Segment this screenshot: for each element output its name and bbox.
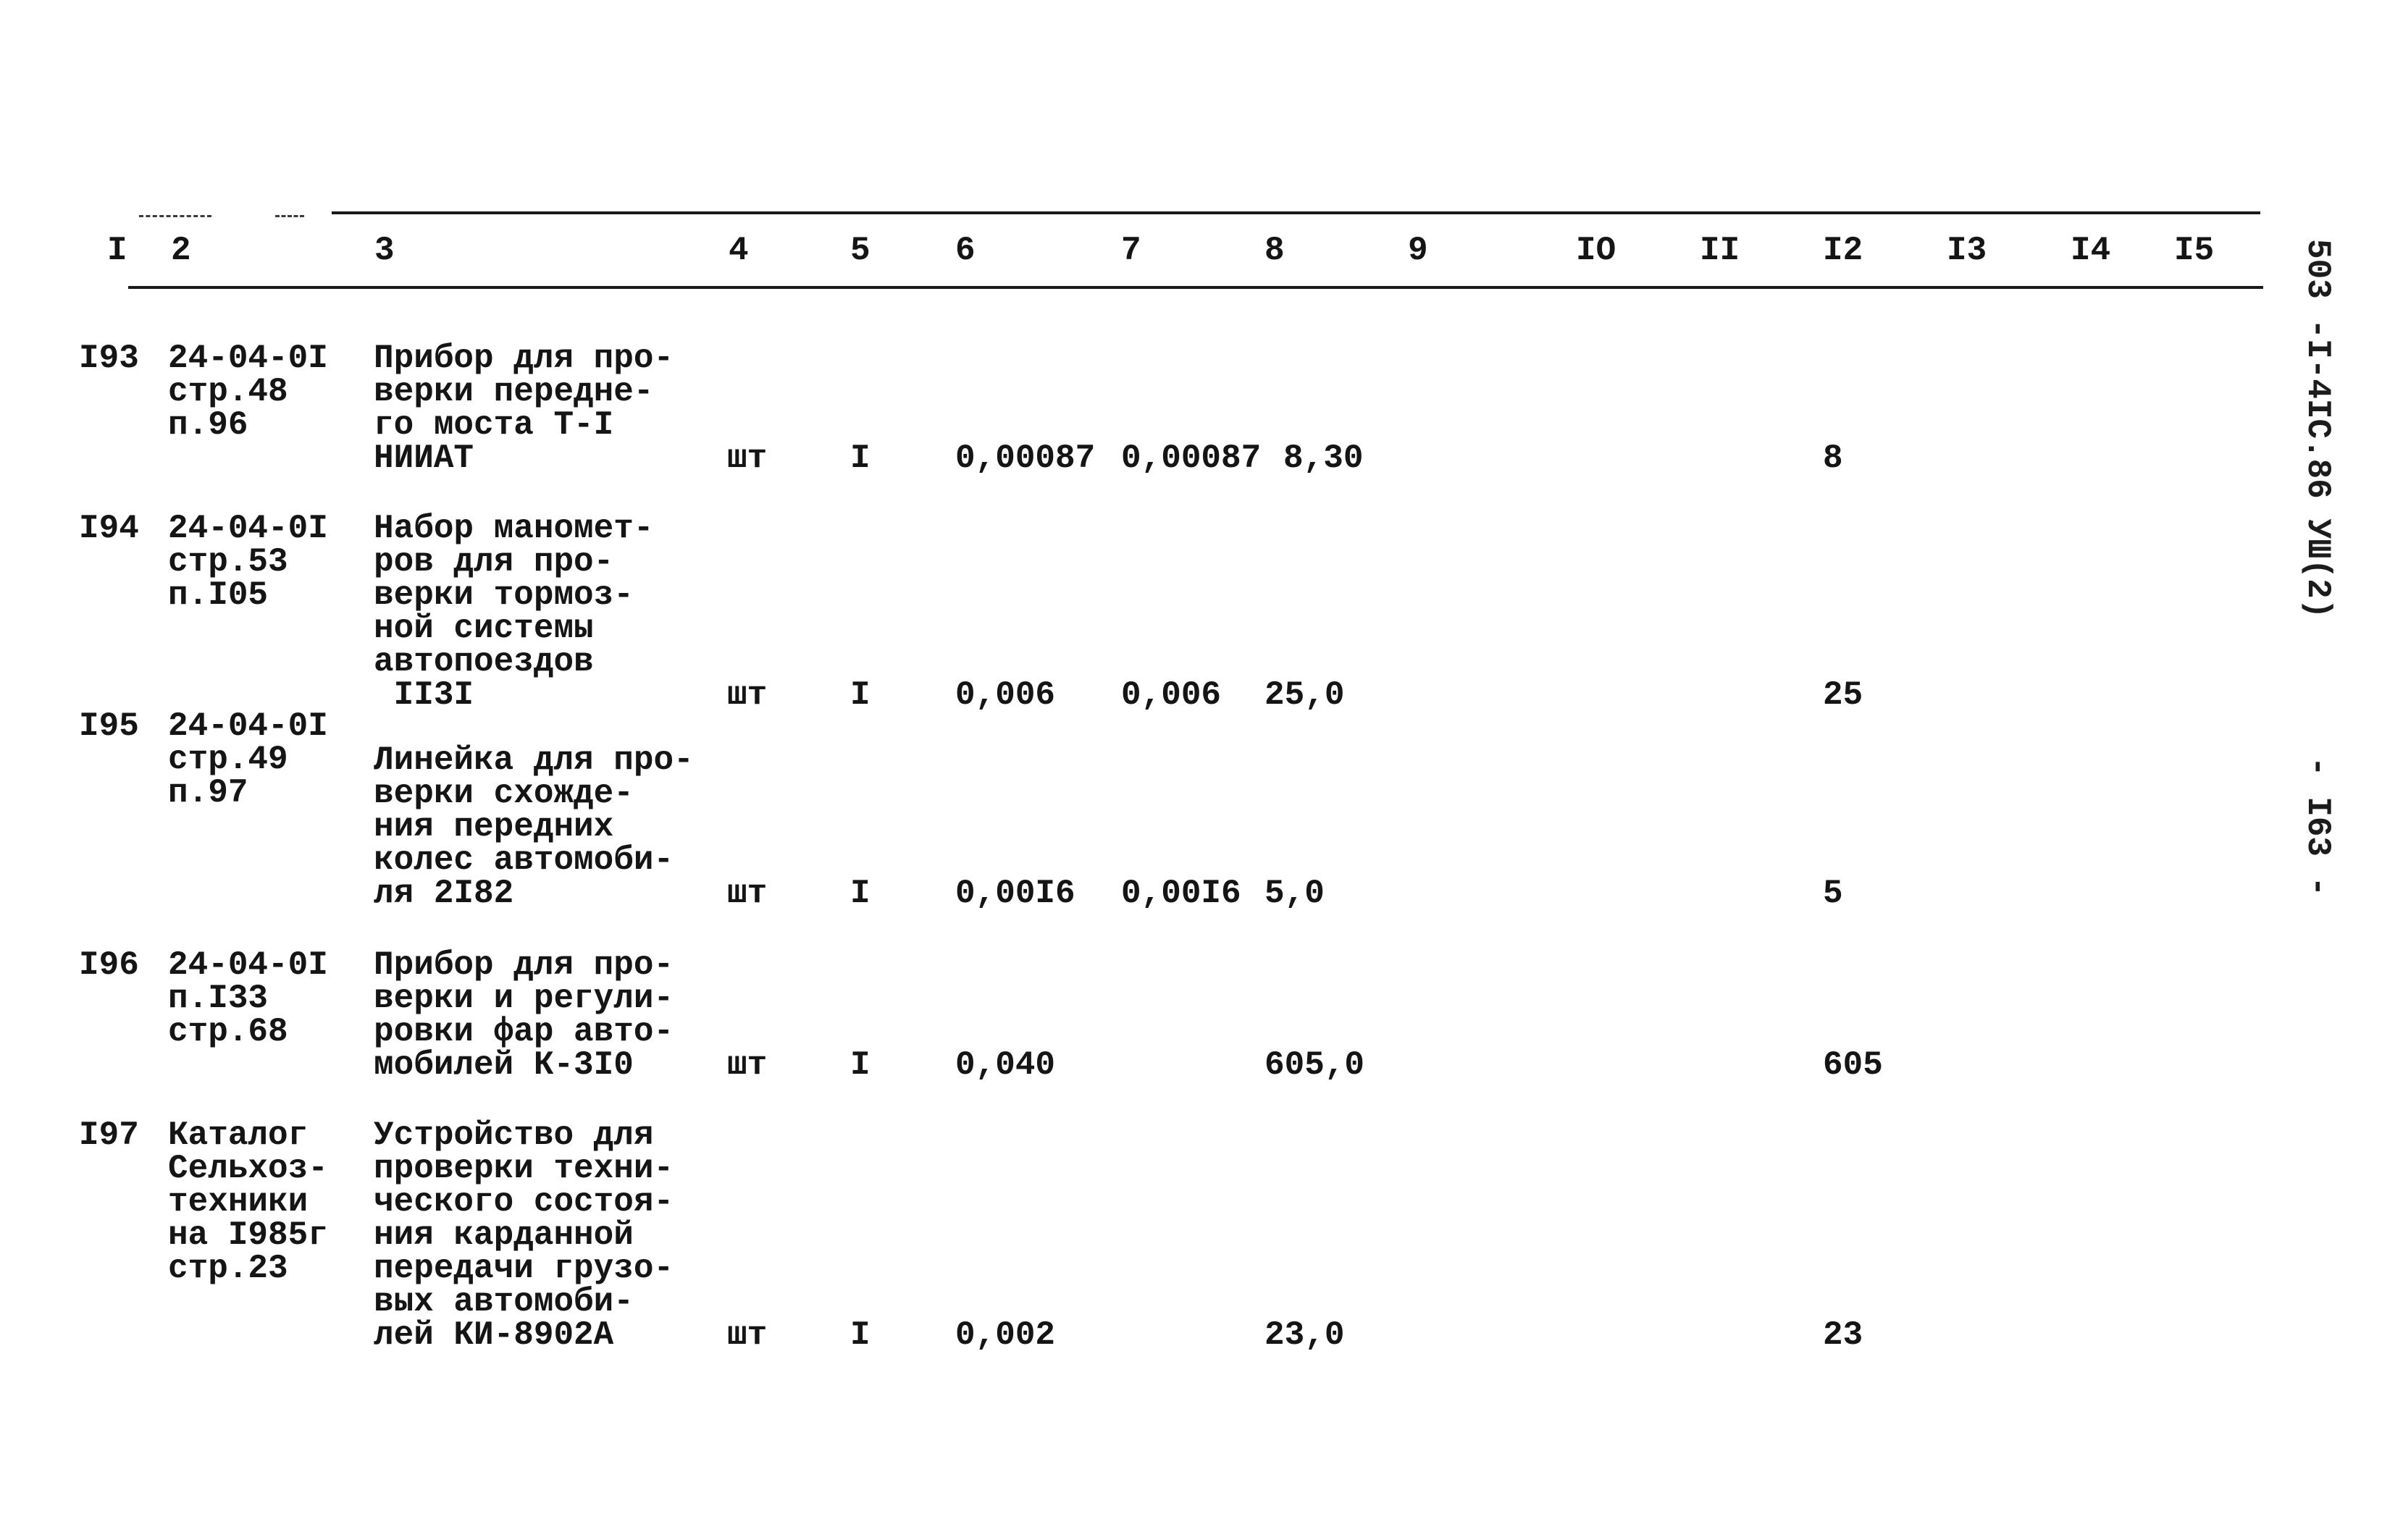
column-6-value: 0,00I6 [955,875,1075,912]
row-number: I93 [79,340,139,377]
column-12-value: 8 [1823,439,1843,477]
column-header: I4 [2071,232,2111,269]
column-header: II [1700,232,1740,269]
row-number: I97 [79,1116,139,1154]
column-8-value: 23,0 [1264,1316,1345,1354]
column-8-value: 605,0 [1264,1046,1365,1084]
column-12-value: 23 [1823,1316,1863,1354]
column-8-value: 5,0 [1264,875,1325,912]
item-name: Устройство для проверки техни- ческого состоя- ния карданной передачи грузо- вых автомоби- лей КИ-8902А [374,1116,674,1354]
item-name: Набор маномет- ров для про- верки тормоз- ной системы автопоездов II3I [374,510,654,714]
column-header: 3 [374,232,395,269]
column-header: 9 [1408,232,1428,269]
column-6-value: 0,006 [955,676,1056,714]
row-number: I94 [79,510,139,547]
column-header: 6 [955,232,976,269]
column-header: I2 [1823,232,1863,269]
quantity-cell: I [850,1316,871,1354]
source-reference: 24-04-0I стр.49 п.97 [168,707,328,812]
header-bottom-rule [128,286,2263,289]
unit-cell: шт [727,875,768,912]
unit-cell: шт [727,1046,768,1084]
column-12-value: 5 [1823,875,1843,912]
column-8-value: 25,0 [1264,676,1345,714]
column-6-value: 0,040 [955,1046,1056,1084]
item-name: Прибор для про- верки и регули- ровки фар авто- мобилей К-3I0 [374,946,674,1084]
header-rule-dash [139,215,211,217]
unit-cell: шт [727,676,768,714]
quantity-cell: I [850,875,871,912]
column-header: 5 [850,232,871,269]
item-name: Прибор для про- верки передне- го моста Т-I НИИАТ [374,340,674,477]
column-header: I [107,232,127,269]
source-reference: 24-04-0I п.I33 стр.68 [168,946,328,1051]
column-header: 4 [729,232,749,269]
header-rule-dash [275,215,304,217]
column-header: 2 [171,232,191,269]
column-header: 8 [1264,232,1285,269]
item-name: Линейка для про- верки схожде- ния передних колес автомоби- ля 2I82 [374,741,694,912]
source-reference: Каталог Сельхоз- техники на I985г стр.23 [168,1116,328,1287]
column-12-value: 605 [1823,1046,1883,1084]
column-header: I5 [2174,232,2215,269]
header-top-rule [332,211,2260,214]
column-7-value: 0,00I6 [1121,875,1241,912]
column-header: 7 [1121,232,1141,269]
quantity-cell: I [850,676,871,714]
row-number: I96 [79,946,139,984]
quantity-cell: I [850,1046,871,1084]
column-header: IO [1576,232,1616,269]
unit-cell: шт [727,1316,768,1354]
source-reference: 24-04-0I стр.48 п.96 [168,340,328,444]
source-reference: 24-04-0I стр.53 п.I05 [168,510,328,614]
unit-cell: шт [727,439,768,477]
column-7-value: 0,00087 [1121,439,1262,477]
quantity-cell: I [850,439,871,477]
column-6-value: 0,002 [955,1316,1056,1354]
column-header: I3 [1947,232,1987,269]
column-8-value: 8,30 [1283,439,1364,477]
column-12-value: 25 [1823,676,1863,714]
document-code: 503 -I-4IC.86 УШ(2) [2299,239,2336,619]
page-number: - I63 - [2299,757,2336,897]
row-number: I95 [79,707,139,745]
column-7-value: 0,006 [1121,676,1222,714]
column-6-value: 0,00087 [955,439,1096,477]
